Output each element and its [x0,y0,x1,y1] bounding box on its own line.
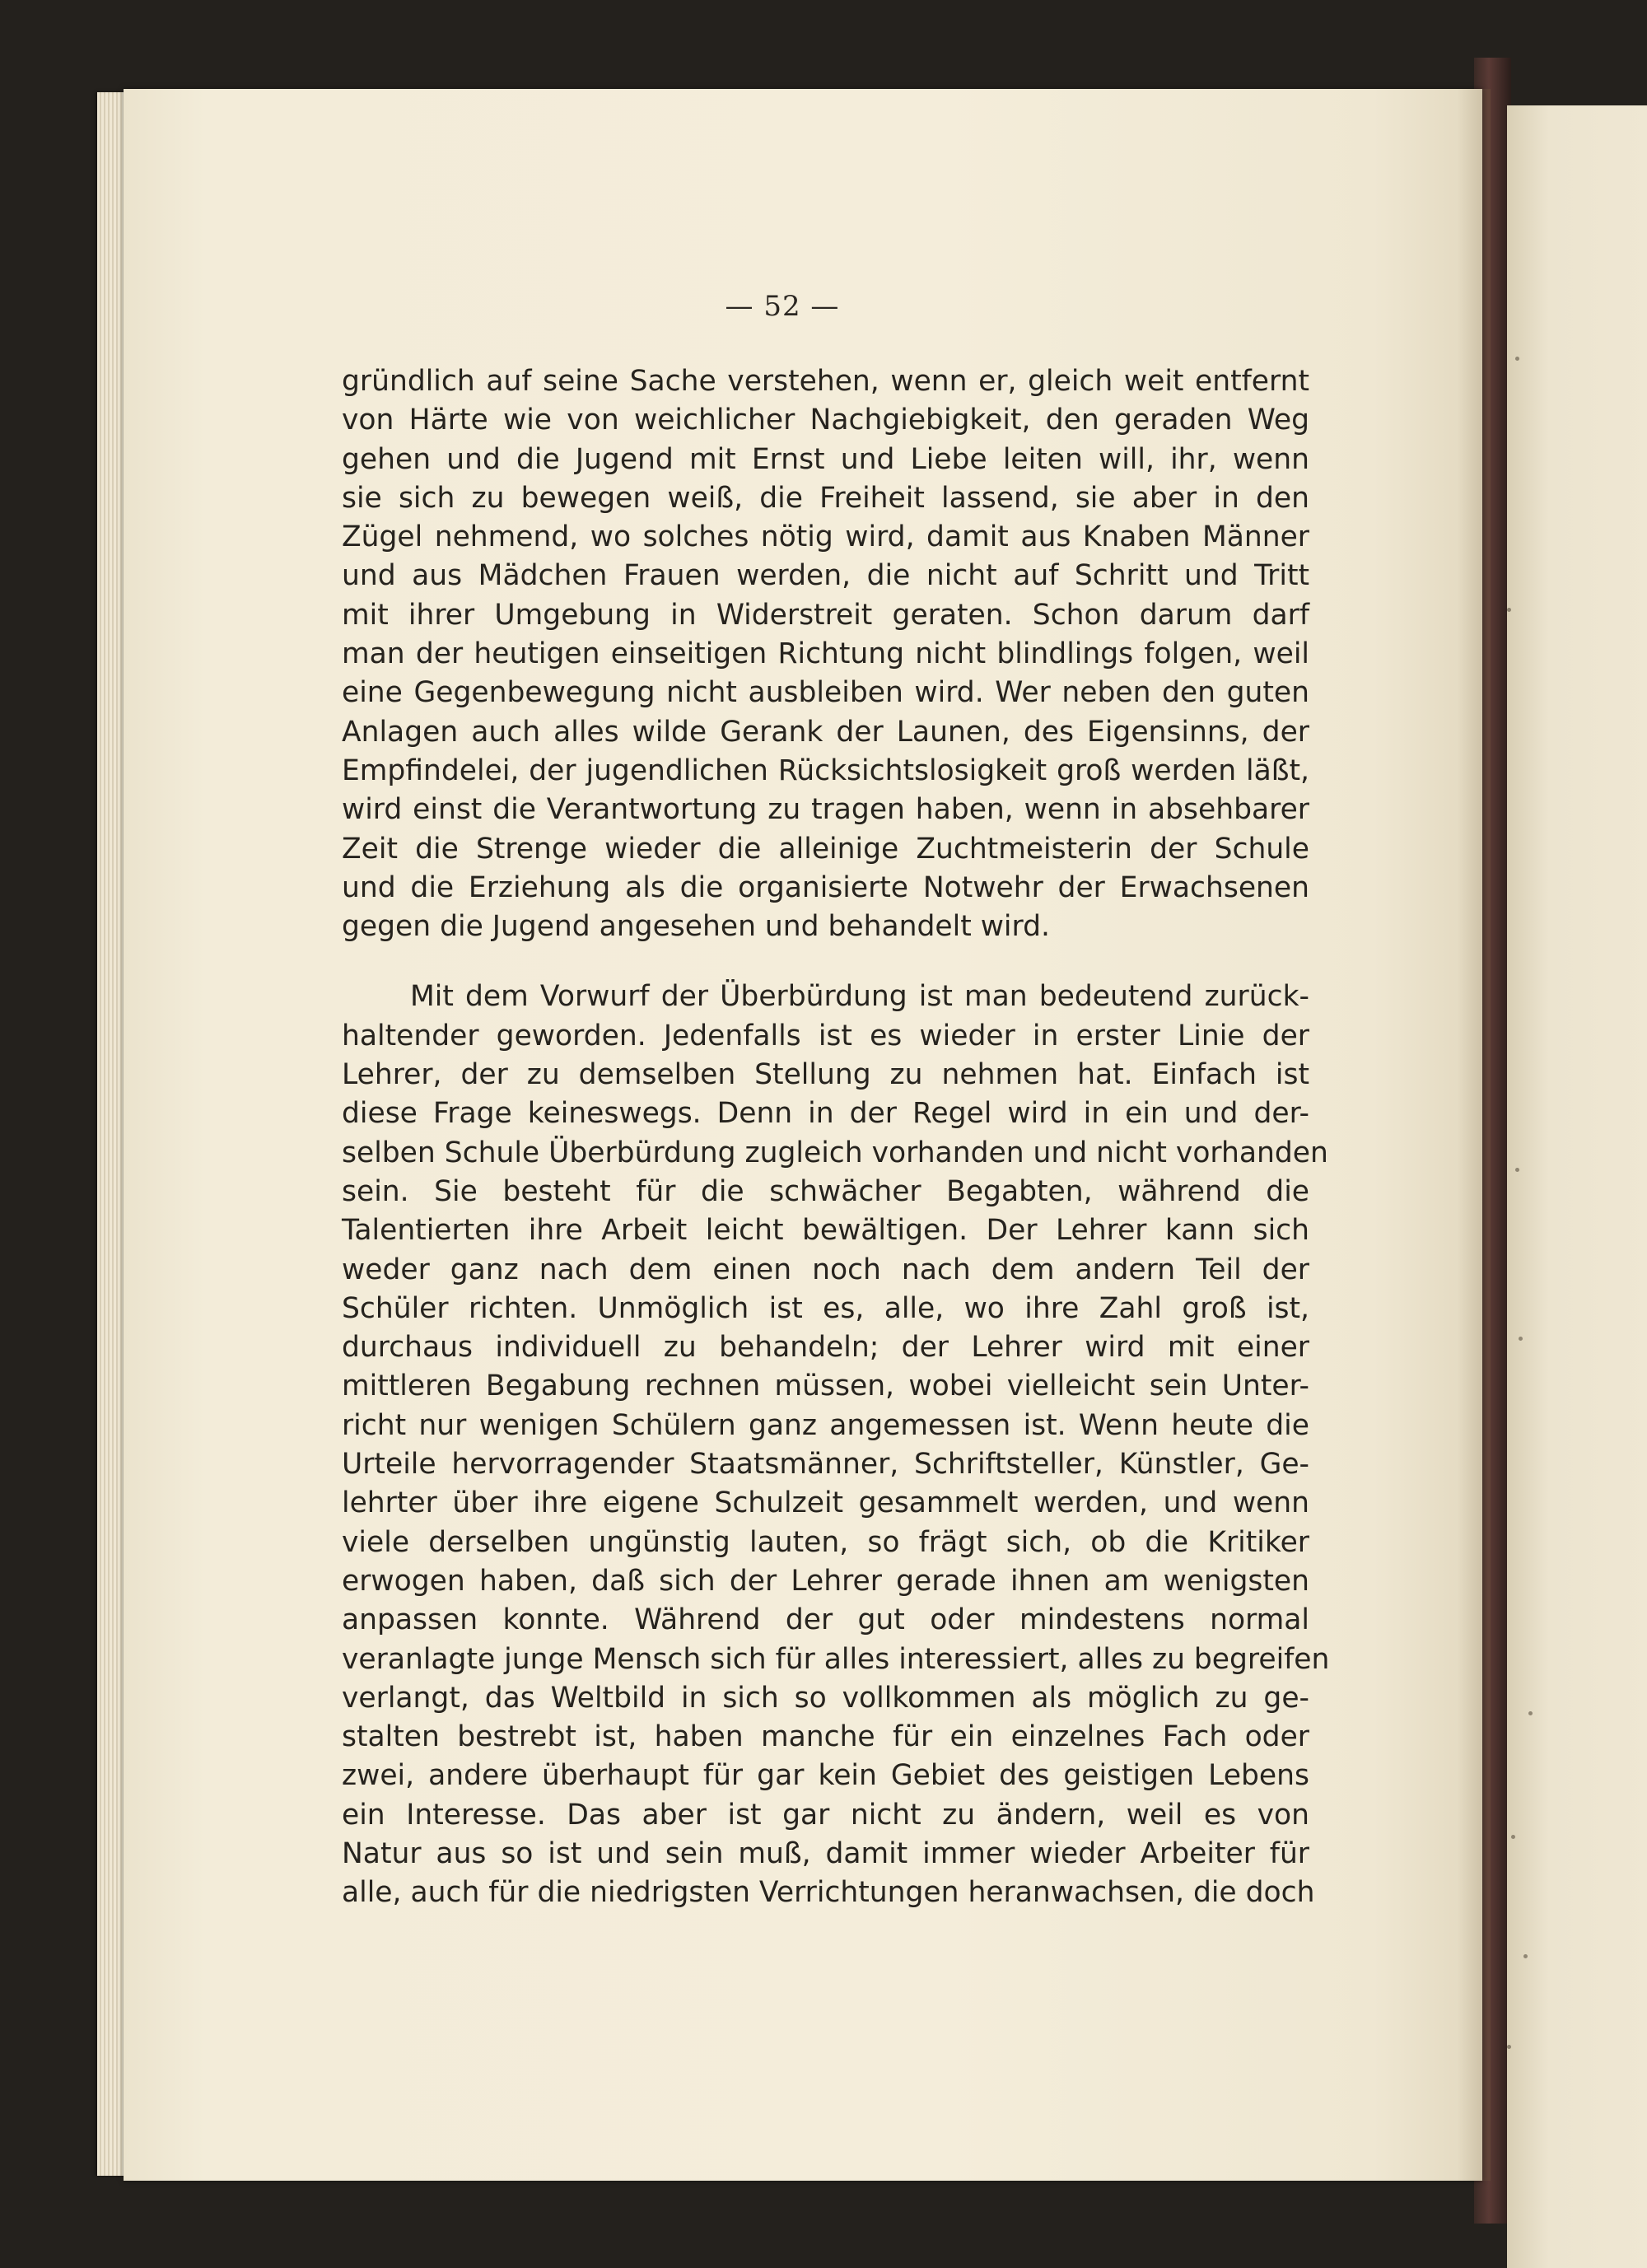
text-line: Mit dem Vorwurf der Überbürdung ist man bedeutend zurück- [410,980,1309,1014]
text-line: Empfindelei, der jugendlichen Rücksichtslosigkeit groß werden läßt, [342,754,1309,787]
text-line: erwogen haben, daß sich der Lehrer gerade ihnen am wenigsten [342,1564,1309,1598]
text-line: durchaus individuell zu behandeln; der Lehrer wird mit einer [342,1331,1309,1365]
page-number: — 52 — [725,290,840,323]
text-line: zwei, andere überhaupt für gar kein Gebiet des geistigen Lebens [342,1759,1309,1793]
text-line: viele derselben ungünstig lauten, so frägt sich, ob die Kritiker [342,1525,1309,1559]
gutter-shadow [1458,89,1491,2181]
text-line: wird einst die Verantwortung zu tragen haben, wenn in absehbarer [342,793,1309,827]
next-page-strip [1507,105,1647,2268]
text-line: anpassen konnte. Während der gut oder mindestens normal [342,1603,1309,1637]
text-line: Schüler richten. Unmöglich ist es, alle, wo ihre Zahl groß ist, [342,1291,1309,1325]
text-line: und die Erziehung als die organisierte Notwehr der Erwachsenen [342,870,1309,904]
text-line: alle, auch für die niedrigsten Verrichtungen heranwachsen, die doch [342,1876,1315,1910]
text-line: haltender geworden. Jedenfalls ist es wieder in erster Linie der [342,1019,1309,1052]
body-text [342,362,1330,1913]
text-line: sein. Sie besteht für die schwächer Begabten, während die [342,1174,1309,1208]
text-line: Urteile hervorragender Staatsmänner, Schriftsteller, Künstler, Ge- [342,1448,1309,1482]
text-line: von Härte wie von weichlicher Nachgiebigkeit, den geraden Weg [342,404,1309,437]
paragraph-2 [342,978,1330,1912]
text-line: gegen die Jugend angesehen und behandelt wird. [342,910,1050,944]
text-line: Lehrer, der zu demselben Stellung zu nehmen hat. Einfach ist [342,1058,1309,1092]
text-line: Zeit die Strenge wieder die alleinige Zuchtmeisterin der Schule [342,832,1309,866]
paragraph-gap [342,946,1309,978]
text-line: Natur aus so ist und sein muß, damit immer wieder Arbeiter für [342,1836,1309,1870]
text-line: lehrter über ihre eigene Schulzeit gesammelt werden, und wenn [342,1486,1309,1520]
text-line: mittleren Begabung rechnen müssen, wobei vielleicht sein Unter- [342,1370,1309,1403]
text-line: Talentierten ihre Arbeit leicht bewältigen. Der Lehrer kann sich [342,1214,1309,1248]
text-line: veranlagte junge Mensch sich für alles interessiert, alles zu begreifen [342,1642,1330,1676]
text-line: und aus Mädchen Frauen werden, die nicht auf Schritt und Tritt [342,559,1309,593]
text-line: sie sich zu bewegen weiß, die Freiheit lassend, sie aber in den [342,481,1309,515]
text-line: diese Frage keineswegs. Denn in der Regel wird in ein und der- [342,1097,1309,1131]
text-line: verlangt, das Weltbild in sich so vollkommen als möglich zu ge- [342,1681,1309,1715]
text-line: ein Interesse. Das aber ist gar nicht zu ändern, weil es von [342,1798,1309,1832]
text-line: selben Schule Überbürdung zugleich vorhanden und nicht vorhanden [342,1136,1328,1169]
text-line: stalten bestrebt ist, haben manche für ein einzelnes Fach oder [342,1720,1309,1754]
text-line: weder ganz nach dem einen noch nach dem andern Teil der [342,1253,1309,1286]
text-line: eine Gegenbewegung nicht ausbleiben wird. Wer neben den guten [342,676,1309,710]
paragraph-1 [342,362,1309,946]
text-line: man der heutigen einseitigen Richtung nicht blindlings folgen, weil [342,637,1309,671]
text-line: Anlagen auch alles wilde Gerank der Launen, des Eigensinns, der [342,715,1309,749]
text-line: gehen und die Jugend mit Ernst und Liebe leiten will, ihr, wenn [342,442,1309,476]
text-line: Zügel nehmend, wo solches nötig wird, damit aus Knaben Männer [342,520,1309,554]
text-line: mit ihrer Umgebung in Widerstreit geraten. Schon darum darf [342,598,1309,632]
text-line: gründlich auf seine Sache verstehen, wenn er, gleich weit entfernt [342,365,1309,398]
text-line: richt nur wenigen Schülern ganz angemessen ist. Wenn heute die [342,1408,1309,1442]
